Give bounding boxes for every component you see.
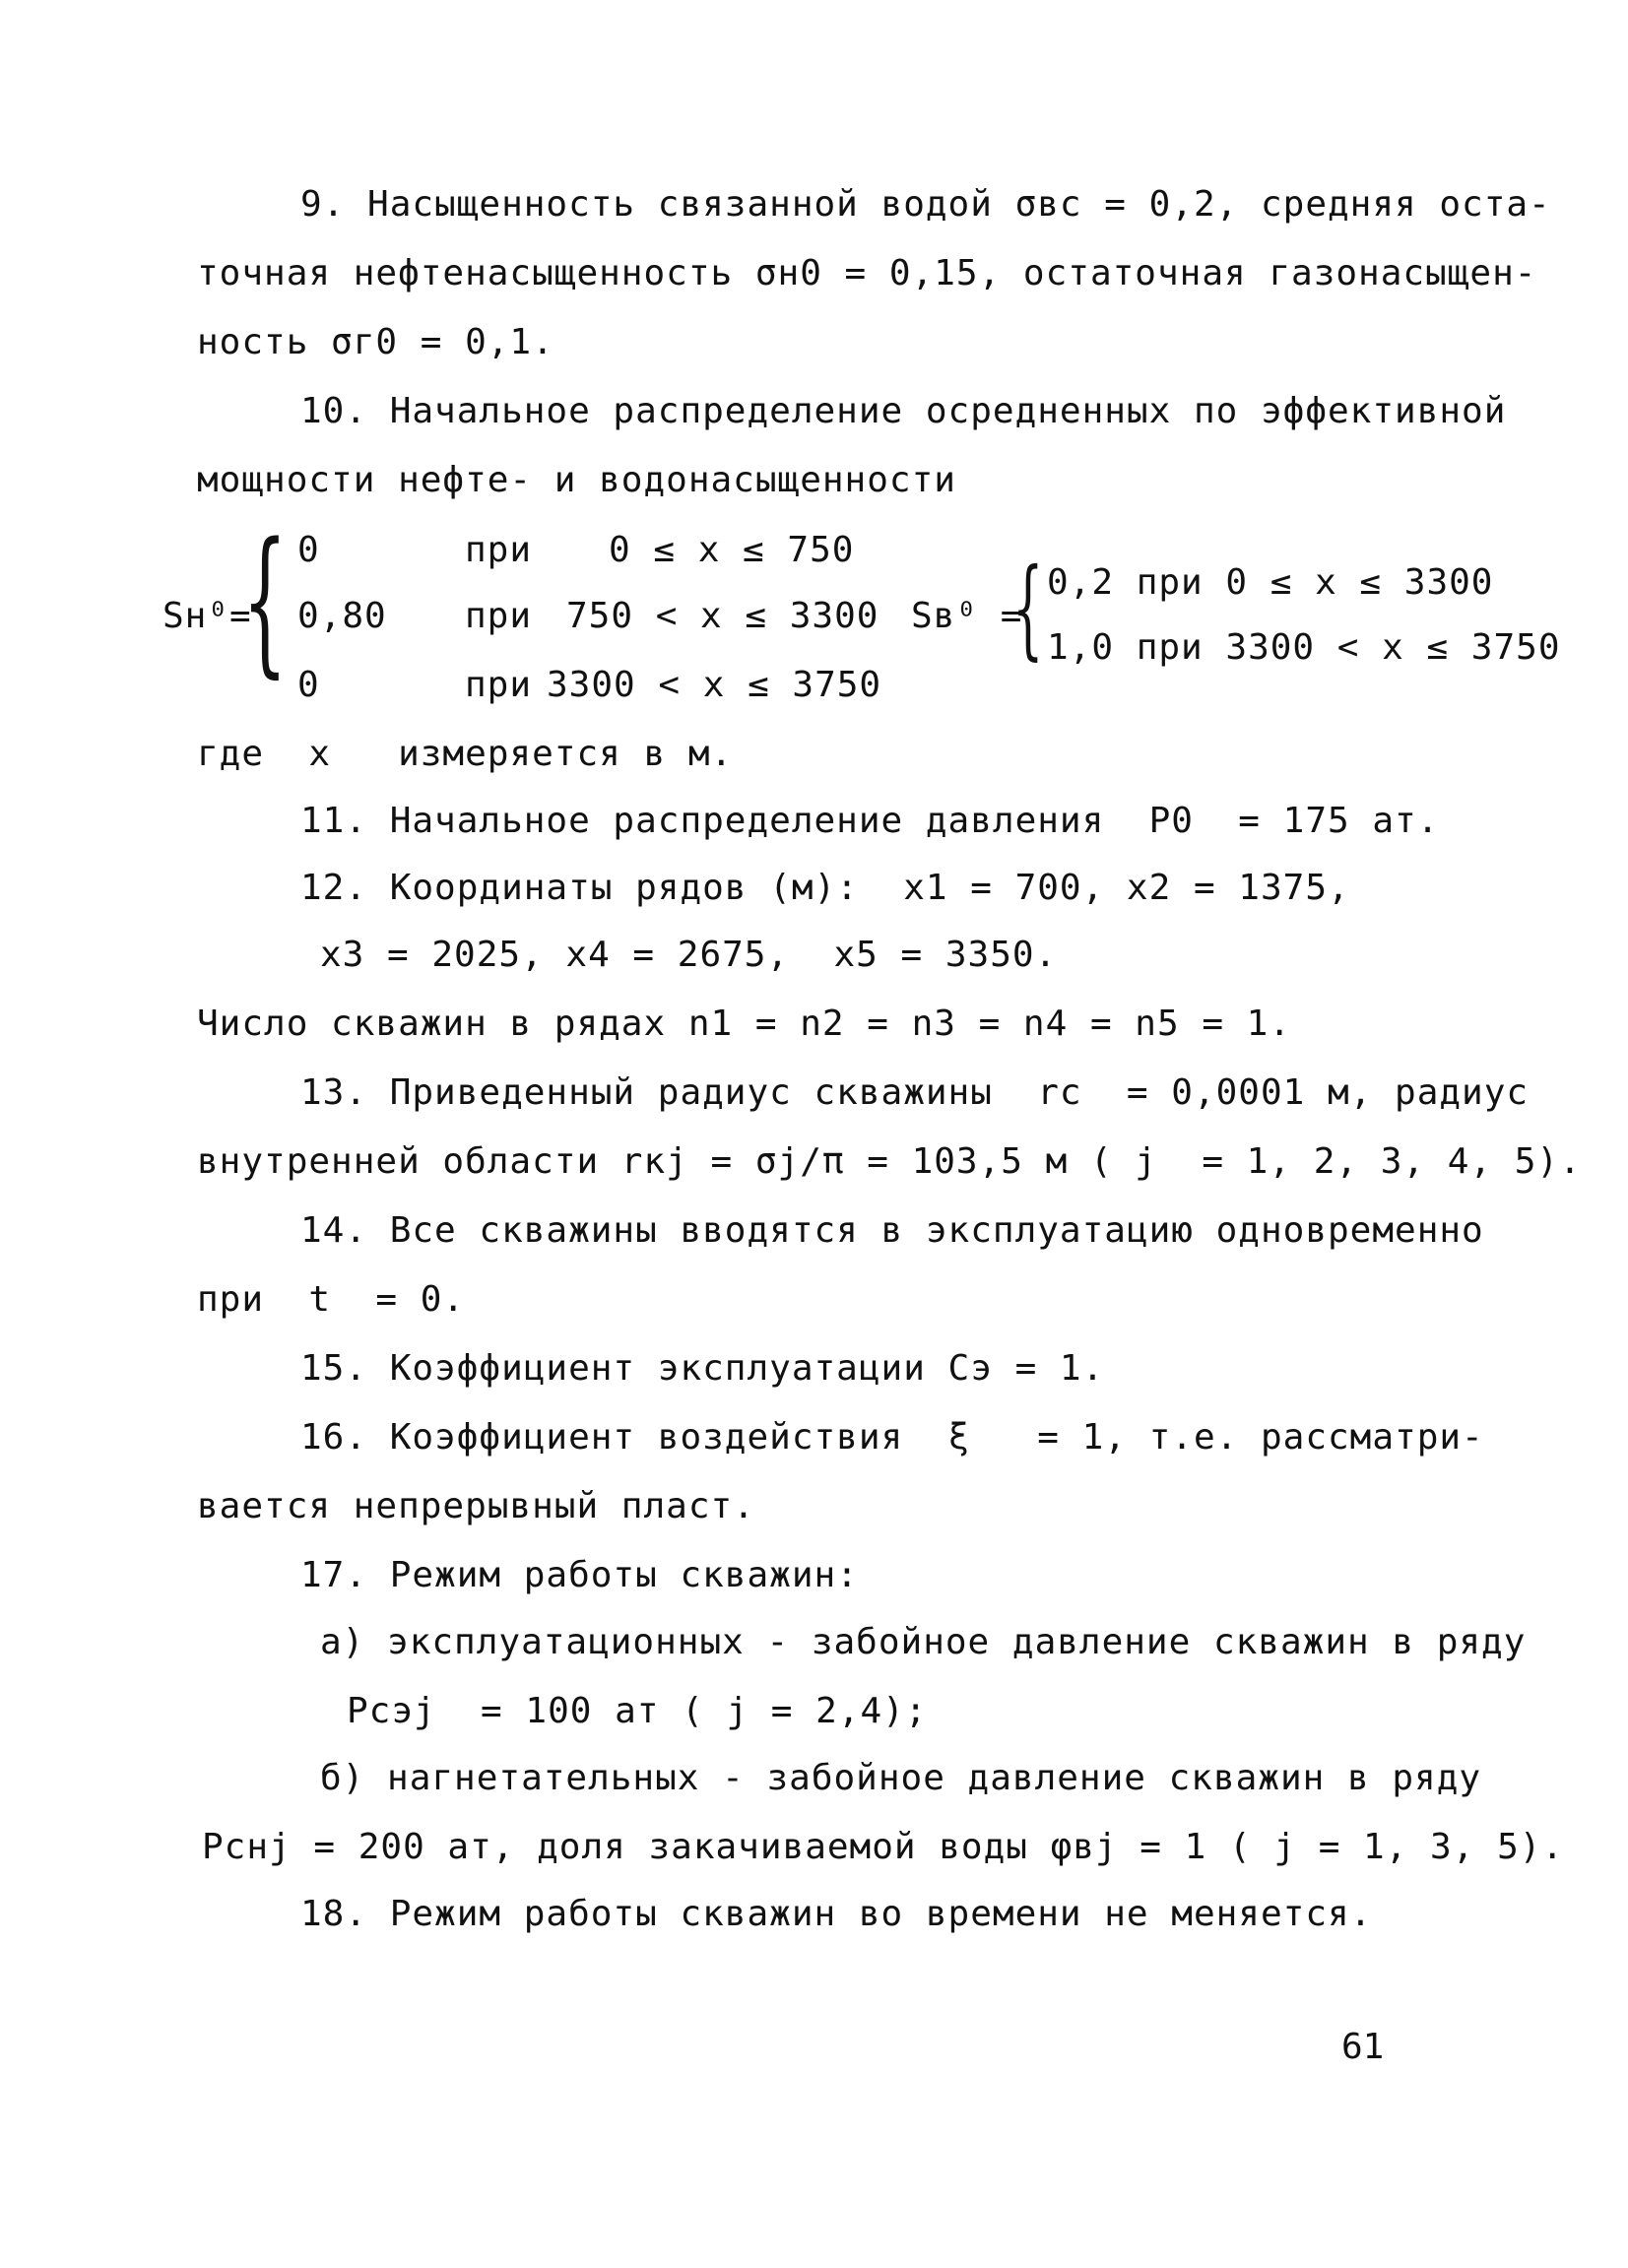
para-9-line-3: ность σг0 = 0,1. [197,322,554,362]
where-line: где x измеряется в м. [197,734,734,774]
oil-saturation-label: Sн⁰= [163,596,252,636]
para-12-line-1: 12. Координаты рядов (м): x1 = 700, x2 = 1375, [300,868,1350,908]
oil-row-1-value: 0 [297,530,320,570]
para-14-line-2: при t = 0. [197,1279,466,1320]
para-16-line-2: вается непрерывный пласт. [197,1486,755,1526]
para-10-line-1: 10. Начальное распределение осредненных по эффективной [300,391,1507,431]
water-row-2: 1,0 при 3300 < x ≤ 3750 [1047,627,1561,668]
para-15: 15. Коэффициент эксплуатации Сэ = 1. [300,1348,1105,1389]
para-17b-line-1: б) нагнетательных - забойное давление скважин в ряду [320,1758,1482,1798]
oil-row-1-word: при [465,530,533,570]
water-saturation-brace: { [1012,545,1044,671]
oil-saturation-brace: { [242,508,288,692]
water-row-1: 0,2 при 0 ≤ x ≤ 3300 [1047,562,1494,603]
para-17b-line-2: Pснj = 200 ат, доля закачиваемой воды φвj = 1 ( j = 1, 3, 5). [202,1827,1565,1867]
oil-row-3-value: 0 [297,665,320,705]
water-saturation-label: Sв⁰ = [911,596,1023,636]
para-17a-line-1: а) эксплуатационных - забойное давление скважин в ряду [320,1622,1527,1662]
para-9-line-1: 9. Насыщенность связанной водой σвс = 0,2, средняя оста- [300,184,1551,225]
para-12-line-2: x3 = 2025, x4 = 2675, x5 = 3350. [320,935,1058,975]
para-13-line-2: внутренней области rкj = σj/π = 103,5 м ( j = 1, 2, 3, 4, 5). [197,1141,1582,1182]
oil-row-3-word: при [465,665,533,705]
para-9-line-2: точная нефтенасыщенность σн0 = 0,15, остаточная газонасыщен- [197,253,1537,293]
para-12-line-3: Число скважин в рядах n1 = n2 = n3 = n4 = n5 = 1. [197,1004,1292,1044]
para-14-line-1: 14. Все скважины вводятся в эксплуатацию одновременно [300,1210,1484,1251]
para-11: 11. Начальное распределение давления P0 = 175 ат. [300,801,1440,841]
page-number: 61 [1341,2027,1385,2067]
para-17: 17. Режим работы скважин: [300,1555,859,1595]
oil-row-2-value: 0,80 [297,596,387,636]
para-16-line-1: 16. Коэффициент воздействия ξ = 1, т.е. рассматри- [300,1417,1484,1458]
para-13-line-1: 13. Приведенный радиус скважины rс = 0,0001 м, радиус [300,1072,1530,1113]
oil-row-2-cond: 750 < x ≤ 3300 [566,596,879,636]
oil-row-1-cond: 0 ≤ x ≤ 750 [609,530,855,570]
para-17a-line-2: Pсэj = 100 ат ( j = 2,4); [347,1691,928,1731]
para-10-line-2: мощности нефте- и водонасыщенности [197,460,956,500]
oil-row-3-cond: 3300 < x ≤ 3750 [547,665,882,705]
para-18: 18. Режим работы скважин во времени не меняется. [300,1894,1373,1934]
oil-row-2-word: при [465,596,533,636]
